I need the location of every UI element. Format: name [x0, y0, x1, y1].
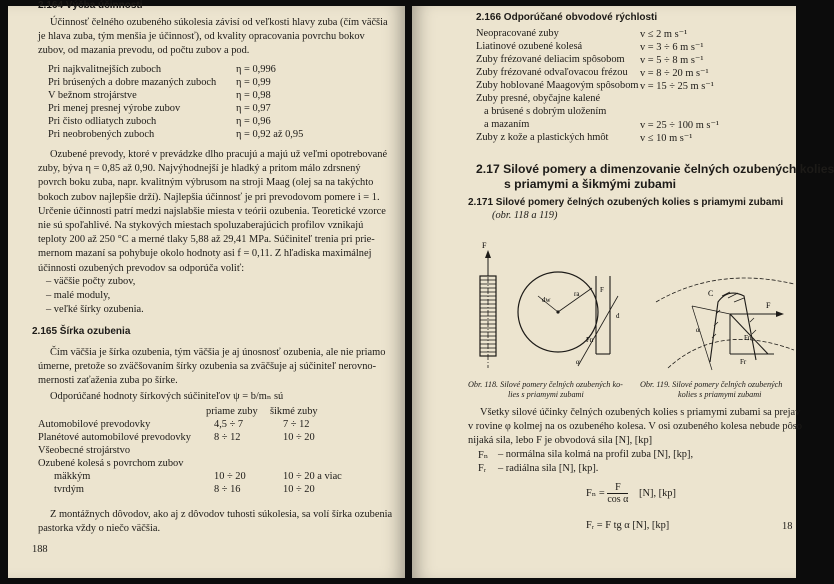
- section-heading: 2.17 Silové pomery a dimenzovanie čelných ozubených kolies: [476, 162, 834, 176]
- figure-119: [648, 262, 796, 374]
- efficiency-row-value: η = 0,996: [236, 64, 276, 75]
- definition-symbol: Fᵣ: [478, 463, 487, 474]
- width-row-label: mäkkým: [54, 471, 91, 482]
- width-row-label: Planétové automobilové prevodovky: [38, 432, 191, 443]
- speed-row-value: v ≤ 2 m s⁻¹: [640, 29, 688, 40]
- speed-row-value: v = 25 ÷ 100 m s⁻¹: [640, 120, 720, 131]
- speed-row-label: Neopracované zuby: [476, 28, 559, 39]
- svg-text:F: F: [482, 241, 487, 250]
- speed-row-value: v = 5 ÷ 8 m s⁻¹: [640, 55, 704, 66]
- section-heading-width: 2.165 Šírka ozubenia: [32, 326, 131, 337]
- right-page: [412, 6, 834, 578]
- column-header: priame zuby: [206, 406, 258, 417]
- figure-118-caption-cont: lies s priamymi zubami: [508, 390, 584, 399]
- equation-radial-force: Fᵣ = F tg α [N], [kp]: [586, 520, 670, 531]
- efficiency-paragraph: Ozubené prevody, ktoré v prevádzke dlho pracujú a majú už veľmi opotrebované zuby, býva η = 0,85 až 0,90. Najvýhodnejší je hladký a pritom málo zdrsnený povrch boku zuba, napr. kvalitným výbrusom na stroji Maag (olej sa na takýchto bokoch zubov najlepšie drží). Najlepšia účinnosť je pri prevodovom pomere i = 1. Určenie účinnosti patrí medzi najslabšie miesta v teórii ozubenia. Teoretické vzorce nie sú spoľahlivé. Na stykových miestach spoluzaberajúcich profilov vznikajú teploty 200 až 250 °C a merné tlaky 5,88 až 29,41 MPa. Súčiniteľ trenia pri prie- mernom mazaní sa pohybuje okolo hodnoty asi f = 0,11. Z hľadiska maximálnej účinnosti ozubených prevodov sa odporúča voliť:: [38, 149, 388, 274]
- page-number: 188: [32, 544, 48, 555]
- speed-row-label: Zuby frézované odvaľovacou frézou: [476, 67, 628, 78]
- width-row-v2: 10 ÷ 20 a viac: [283, 471, 342, 482]
- efficiency-row-label: V bežnom strojárstve: [48, 90, 137, 101]
- speed-row-value: v = 3 ÷ 6 m s⁻¹: [640, 42, 704, 53]
- svg-text:Fr: Fr: [740, 358, 747, 366]
- width-paragraph: Čím väčšia je šírka ozubenia, tým väčšia je aj únosnosť ozubenia, ale nie priamo úmerne, pretože so zväčšovaním šírky ozubenia sa zväčšuje aj súčiniteľ nerovno- mernosti zaťaženia zuba po šírke.: [38, 347, 386, 387]
- efficiency-row-label: Pri najkvalitnejších zuboch: [48, 64, 162, 75]
- figure-119-caption: Obr. 119. Silové pomery čelných ozubených: [640, 380, 783, 389]
- width-row-label: Ozubené kolesá s povrchom zubov: [38, 458, 184, 469]
- efficiency-row-value: η = 0,92 až 0,95: [236, 129, 304, 140]
- speed-row-value: v = 8 ÷ 20 m s⁻¹: [640, 68, 709, 79]
- section-heading-cont: s priamymi a šikmými zubami: [504, 177, 677, 191]
- bullet-item: – malé moduly,: [46, 290, 111, 301]
- speed-row-value: v = 15 ÷ 25 m s⁻¹: [640, 81, 714, 92]
- width-row-label: Automobilové prevodovky: [38, 419, 151, 430]
- svg-text:dw: dw: [542, 296, 551, 304]
- svg-text:Fn: Fn: [586, 336, 594, 344]
- svg-text:Fn: Fn: [744, 334, 752, 342]
- efficiency-row-value: η = 0,99: [236, 77, 271, 88]
- mounting-paragraph: Z montážnych dôvodov, ako aj z dôvodov tuhosti súkolesia, sa volí šírka ozubenia pastorka vždy o niečo väčšia.: [38, 509, 393, 535]
- speed-row-label: Liatinové ozubené kolesá: [476, 41, 583, 52]
- speed-row-value: v ≤ 10 m s⁻¹: [640, 133, 693, 144]
- width-row-v2: 10 ÷ 20: [283, 484, 315, 495]
- bullet-item: – veľké šírky ozubenia.: [46, 304, 144, 315]
- page-number: 18: [782, 521, 793, 532]
- width-row-label: Všeobecné strojárstvo: [38, 445, 131, 456]
- svg-text:ra: ra: [574, 290, 580, 298]
- speed-row-label: Zuby z kože a plastických hmôt: [476, 132, 609, 143]
- definition-text: – normálna sila kolmá na profil zuba [N], [kp],: [498, 449, 694, 460]
- forces-paragraph: Všetky silové účinky čelných ozubených kolies s priamymi zubami sa prejav v rovine φ kolmej na os ozubeného kolesa. V osi ozubeného kolesa nebude pôso nijaká sila, lebo F je obvodová sila [N], [kp]: [468, 407, 803, 447]
- width-row-v1: 4,5 ÷ 7: [214, 419, 244, 430]
- efficiency-row-label: Pri čisto odliatych zuboch: [48, 116, 157, 127]
- efficiency-row-label: Pri menej presnej výrobe zubov: [48, 103, 181, 114]
- svg-text:α: α: [576, 358, 580, 366]
- width-row-v1: 8 ÷ 16: [214, 484, 241, 495]
- left-page: [8, 0, 405, 578]
- width-row-v2: 7 ÷ 12: [283, 419, 310, 430]
- width-row-v1: 10 ÷ 20: [214, 471, 246, 482]
- speed-row-label: a mazaním: [484, 119, 530, 130]
- svg-text:d: d: [616, 312, 620, 320]
- bullet-item: – väčšie počty zubov,: [46, 276, 136, 287]
- subsection-heading: 2.171 Silové pomery čelných ozubených kolies s priamymi zubami: [468, 197, 784, 208]
- width-row-v2: 10 ÷ 20: [283, 432, 315, 443]
- svg-text:C: C: [708, 289, 714, 298]
- svg-text:F: F: [600, 286, 604, 294]
- definition-text: – radiálna sila [N], [kp].: [498, 463, 599, 474]
- svg-text:F: F: [766, 301, 771, 310]
- speed-row-label: Zuby presné, obyčajne kalené: [476, 93, 601, 104]
- column-header: šikmé zuby: [270, 406, 318, 417]
- speed-row-label: Zuby frézované deliacim spôsobom: [476, 54, 625, 65]
- speed-row-label: Zuby hoblované Maagovým spôsobom: [476, 80, 639, 91]
- efficiency-row-value: η = 0,98: [236, 90, 271, 101]
- left-top-heading: 2.164 Výčba účinnosti: [38, 0, 143, 11]
- width-row-v1: 8 ÷ 12: [214, 432, 241, 443]
- width-intro: Odporúčané hodnoty šírkových súčiniteľov ψ = b/mₙ sú: [50, 391, 284, 402]
- figure-119-caption-cont: kolies s priamymi zubami: [678, 390, 762, 399]
- equation-normal-force: Fₙ = $\frac{F}{\text{cos α}}$ [N], [kp]: [586, 482, 676, 505]
- figure-118: [468, 236, 638, 376]
- right-top-heading: 2.166 Odporúčané obvodové rýchlosti: [476, 12, 658, 23]
- width-row-label: tvrdým: [54, 484, 85, 495]
- figure-118-caption: Obr. 118. Silové pomery čelných ozubených ko-: [468, 380, 623, 389]
- svg-text:α: α: [696, 326, 700, 334]
- definition-symbol: Fₙ: [478, 450, 489, 461]
- efficiency-row-label: Pri neobrobených zuboch: [48, 129, 155, 140]
- efficiency-row-value: η = 0,96: [236, 116, 271, 127]
- efficiency-row-value: η = 0,97: [236, 103, 271, 114]
- fraction: $\frac{F}{\text{cos α}}$: [607, 482, 629, 505]
- figure-reference: (obr. 118 a 119): [492, 210, 558, 221]
- intro-paragraph: Účinnosť čelného ozubeného súkolesia závisí od veľkosti hlavy zuba (čím väčšia je hlava zuba, tým menšia je účinnosť), od kvality opracovania povrchu bokov zubov, od mazania prevodu, od počtu zubov a pod.: [38, 17, 388, 57]
- speed-row-label: a brúsené s dobrým uložením: [484, 106, 607, 117]
- efficiency-row-label: Pri brúsených a dobre mazaných zuboch: [48, 77, 217, 88]
